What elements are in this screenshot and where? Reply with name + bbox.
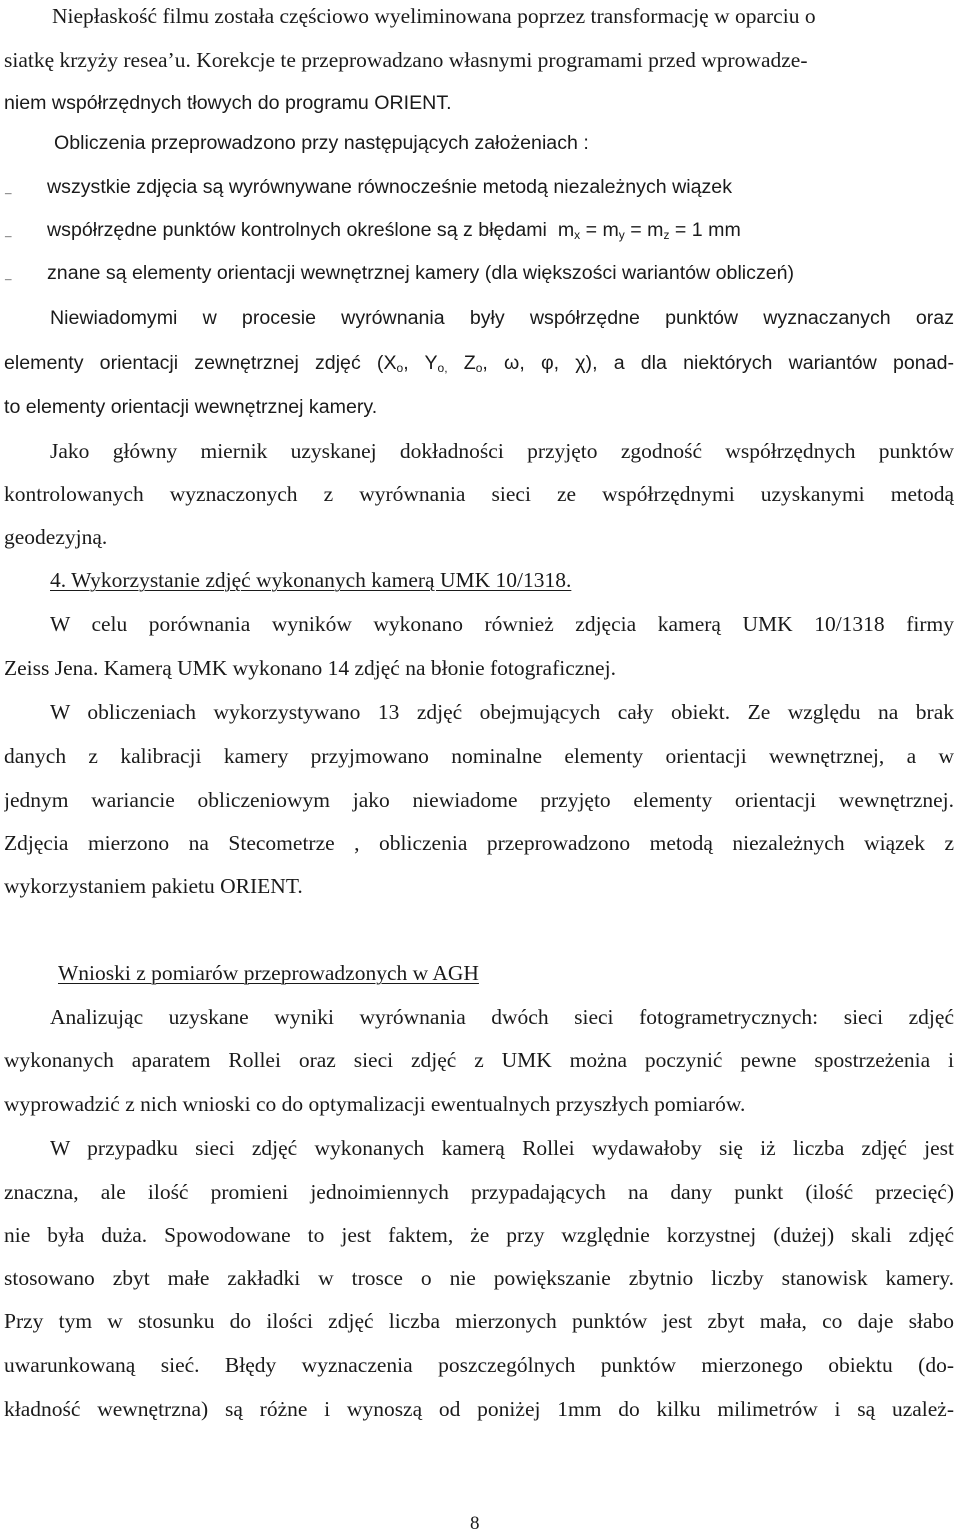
para1-line3: niem współrzędnych tłowych do programu ORIENT. (4, 92, 452, 114)
para3-line2 (4, 349, 954, 377)
para7-line2: wykonanych aparatem Rollei oraz sieci zdjęć z UMK można poczynić pewne spostrzeżenia i (4, 1048, 954, 1072)
para3-line2-c: Z (447, 352, 476, 374)
equals-m-1: = m (580, 219, 619, 241)
para7-line1: Analizując uzyskane wyniki wyrównania dwóch sieci fotogrametrycznych: sieci zdjęć (50, 1005, 954, 1029)
para8-line1: W przypadku sieci zdjęć wykonanych kamerą Rollei wydawałoby się iż liczba zdjęć jest (50, 1136, 954, 1160)
para5-line1: W celu porównania wyników wykonano również zdjęcia kamerą UMK 10/1318 firmy (50, 612, 954, 636)
error-value: = 1 mm (669, 219, 741, 241)
para6-line3: jednym wariancie obliczeniowym jako niewiadome przyjęto elementy orientacji wewnętrznej. (4, 788, 954, 812)
assumption-item-2 (47, 216, 741, 244)
para6-line1: W obliczeniach wykorzystywano 13 zdjęć obejmujących cały obiekt. Ze względu na brak (50, 700, 954, 724)
para5-line2: Zeiss Jena. Kamerą UMK wykonano 14 zdjęć na błonie fotograficznej. (4, 656, 616, 680)
para1-line2: siatkę krzyży resea’u. Korekcje te przeprowadzano własnymi programami przed wprowadze- (4, 48, 808, 72)
subscript-z: z (663, 228, 670, 242)
assumption-item-2-text: współrzędne punktów kontrolnych określone są z błędami (47, 219, 547, 241)
page-number: 8 (470, 1513, 480, 1534)
section-4-heading: 4. Wykorzystanie zdjęć wykonanych kamerą UMK 10/1318. (50, 568, 572, 592)
para3-line2-d: , ω, φ, χ), a dla niektórych wariantów ponad- (482, 352, 954, 374)
para3-line1: Niewiadomymi w procesie wyrównania były współrzędne punktów wyznaczanych oraz (50, 307, 954, 329)
para7-line3: wyprowadzić z nich wnioski co do optymalizacji ewentualnych przyszłych pomiarów. (4, 1092, 746, 1116)
list-bullet-2: – (5, 228, 12, 243)
para8-line7: kładność wewnętrzna) są różne i wynoszą od poniżej 1mm do kilku milimetrów i są uzależ- (4, 1397, 954, 1421)
para6-line2: danych z kalibracji kamery przyjmowano nominalne elementy orientacji wewnętrznej, a w (4, 744, 954, 768)
subscript-y: y (618, 228, 625, 242)
subscript-o-2: o, (437, 361, 448, 375)
subscript-o-3: o (475, 361, 483, 375)
subscript-o-1: o (396, 361, 404, 375)
para3-line2-b: , Y (403, 352, 438, 374)
para4-line1: Jako główny miernik uzyskanej dokładności przyjęto zgodność współrzędnych punktów (50, 439, 954, 463)
para8-line2: znaczna, ale ilość promieni jednoimiennych przypadających na dany punkt (ilość przecięć) (4, 1180, 954, 1204)
error-m: m (557, 219, 575, 241)
equals-m-2: = m (624, 219, 664, 241)
para4-line3: geodezyjną. (4, 525, 108, 549)
para1-line1: Niepłaskość filmu została częściowo wyeliminowana poprzez transformację w oparciu o (52, 4, 816, 28)
assumption-item-1: wszystkie zdjęcia są wyrównywane równocześnie metodą niezależnych wiązek (47, 176, 732, 198)
list-bullet-1: – (5, 185, 12, 200)
para6-line4: Zdjęcia mierzono na Stecometrze , obliczenia przeprowadzono metodą niezależnych wiązek z (4, 831, 954, 855)
para8-line3: nie była duża. Spowodowane to jest faktem, że przy względnie korzystnej (dużej) skali zdjęć (4, 1223, 954, 1247)
para2-line1: Obliczenia przeprowadzono przy następujących założeniach : (54, 132, 589, 154)
para8-line4: stosowano zbyt małe zakładki w trosce o nie powiększanie zbytnio liczby stanowisk kamery. (4, 1266, 954, 1290)
assumption-item-3: znane są elementy orientacji wewnętrznej kamery (dla większości wariantów obliczeń) (47, 262, 795, 284)
para4-line2: kontrolowanych wyznaczonych z wyrównania sieci ze współrzędnymi uzyskanymi metodą (4, 482, 954, 506)
para3-line2-a: elementy orientacji zewnętrznej zdjęć (X (4, 352, 397, 374)
para8-line5: Przy tym w stosunku do ilości zdjęć liczba mierzonych punktów jest zbyt mała, co daje słabo (4, 1309, 954, 1333)
subscript-x: x (574, 228, 581, 242)
para3-line3: to elementy orientacji wewnętrznej kamery. (4, 396, 378, 418)
list-bullet-3: – (5, 271, 12, 286)
para6-line5: wykorzystaniem pakietu ORIENT. (4, 874, 303, 898)
conclusions-heading: Wnioski z pomiarów przeprowadzonych w AGH (58, 961, 479, 985)
para8-line6: uwarunkowaną sieć. Błędy wyznaczenia poszczególnych punktów mierzonego obiektu (do- (4, 1353, 954, 1377)
